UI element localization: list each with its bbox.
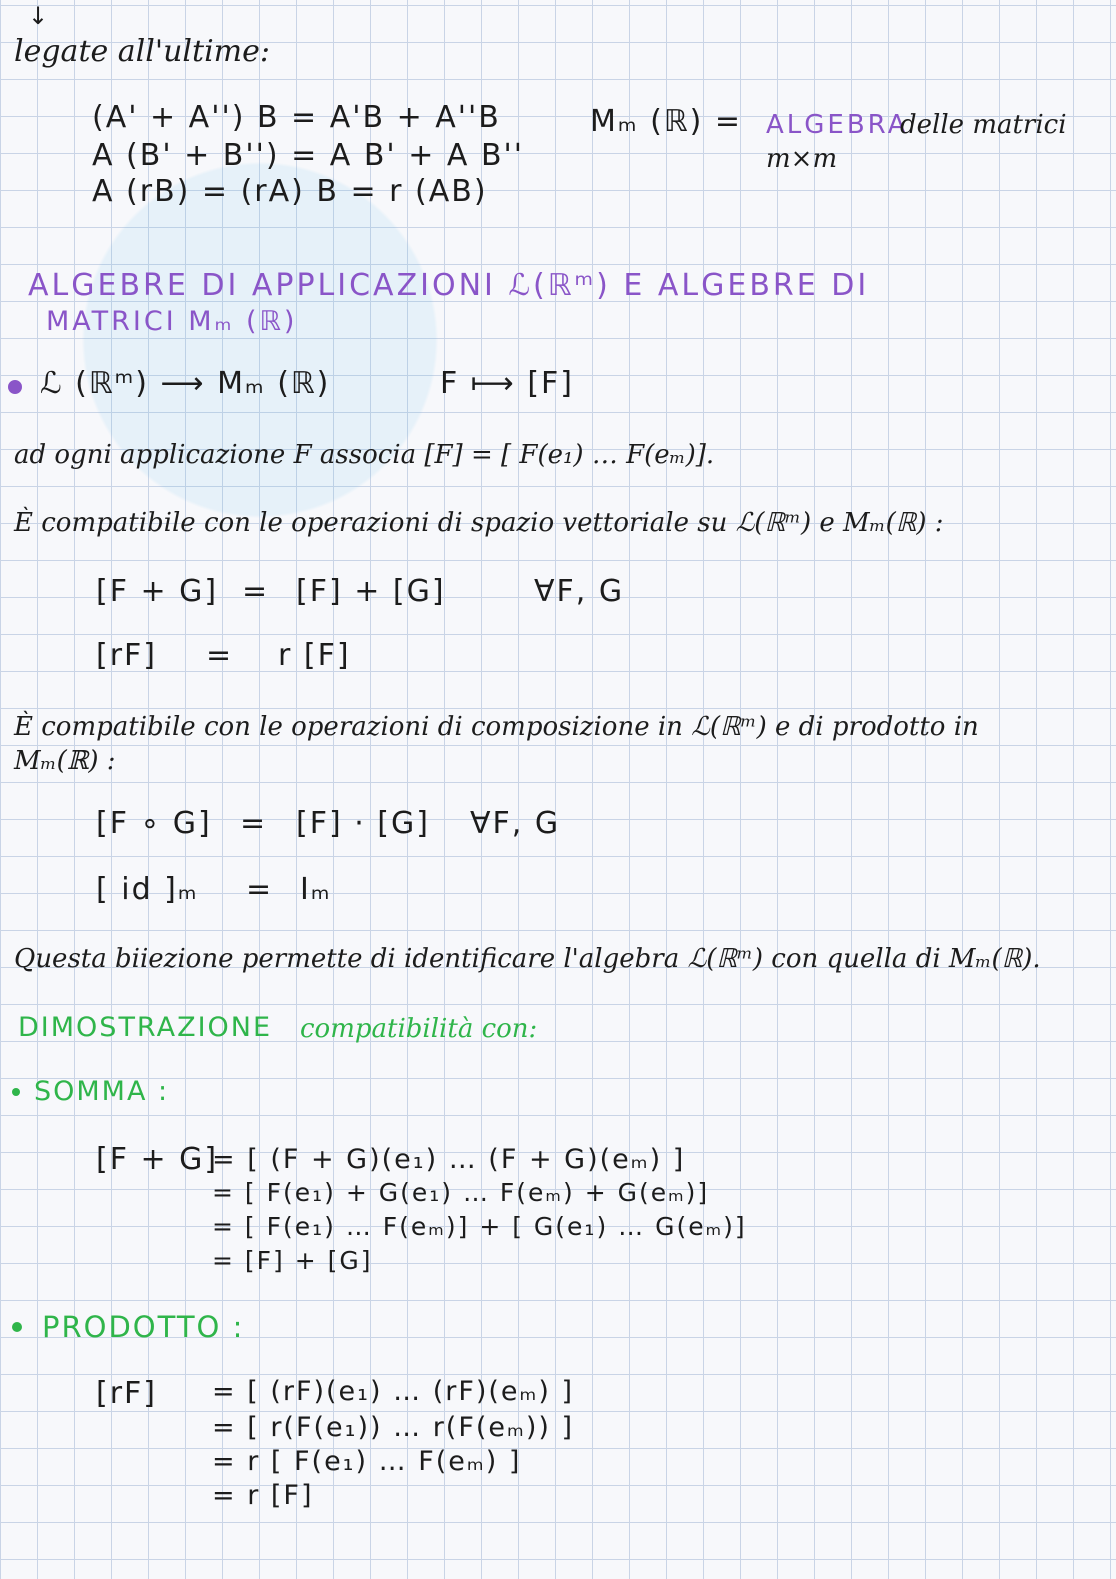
section-title-line-1: ALGEBRE DI APPLICAZIONI ℒ(ℝᵐ) E ALGEBRE DI <box>28 268 870 303</box>
prodotto-step-1: = [ (rF)(e₁) … (rF)(eₘ) ] <box>212 1376 575 1407</box>
bijection-statement: Questa biiezione permette di identificare l'algebra ℒ(ℝᵐ) con quella di Mₘ(ℝ). <box>14 944 1041 974</box>
composition-eq-note: ∀F, G <box>470 806 561 841</box>
somma-step-4: = [F] + [G] <box>212 1246 373 1275</box>
composition-eq-lhs: [F ∘ G] <box>96 806 212 841</box>
identity-eq-lhs: [ id ]ₘ <box>96 872 199 907</box>
algebra-note-lhs: Mₘ (ℝ) = <box>590 104 742 139</box>
scalar-eq-sign: = <box>206 638 234 673</box>
section-title-line-2: MATRICI Mₘ (ℝ) <box>46 306 298 337</box>
property-line-1: (A' + A'') B = A'B + A''B <box>92 100 501 135</box>
mapping-right: F ⟼ [F] <box>440 366 574 401</box>
prodotto-bullet <box>12 1322 22 1332</box>
bullet-dot <box>8 380 22 394</box>
association-line: ad ogni applicazione F associa [F] = [ F(e₁) … F(eₘ)]. <box>14 440 715 470</box>
proof-title-highlight: DIMOSTRAZIONE <box>18 1012 273 1043</box>
scalar-eq-rhs: r [F] <box>278 638 351 673</box>
sum-eq-note: ∀F, G <box>534 574 625 609</box>
composition-eq-sign: = <box>240 806 268 841</box>
prodotto-label: PRODOTTO : <box>42 1310 245 1344</box>
sum-eq-lhs: [F + G] <box>96 574 219 609</box>
compatibility-vector-space: È compatibile con le operazioni di spazio vettoriale su ℒ(ℝᵐ) e Mₘ(ℝ) : <box>14 508 944 538</box>
somma-step-1: = [ (F + G)(e₁) … (F + G)(eₘ) ] <box>212 1144 686 1175</box>
prodotto-step-4: = r [F] <box>212 1480 314 1511</box>
scalar-eq-lhs: [rF] <box>96 638 157 673</box>
compatibility-composition-1: È compatibile con le operazioni di composizione in ℒ(ℝᵐ) e di prodotto in <box>14 712 979 742</box>
somma-lhs: [F + G] <box>96 1142 219 1177</box>
prodotto-lhs: [rF] <box>96 1376 157 1411</box>
somma-step-2: = [ F(e₁) + G(e₁) … F(eₘ) + G(eₘ)] <box>212 1178 710 1207</box>
composition-eq-rhs: [F] · [G] <box>296 806 430 841</box>
property-line-3: A (rB) = (rA) B = r (AB) <box>92 174 488 209</box>
intro-text: legate all'ultime: <box>14 34 270 69</box>
mapping-left: ℒ (ℝᵐ) ⟶ Mₘ (ℝ) <box>40 366 331 401</box>
somma-bullet <box>12 1088 20 1096</box>
somma-step-3: = [ F(e₁) … F(eₘ)] + [ G(e₁) … G(eₘ)] <box>212 1212 747 1241</box>
prodotto-step-2: = [ r(F(e₁)) … r(F(eₘ)) ] <box>212 1412 575 1443</box>
algebra-note-rest: delle matrici <box>900 110 1067 140</box>
sum-eq-rhs: [F] + [G] <box>296 574 446 609</box>
compatibility-composition-2: Mₘ(ℝ) : <box>14 746 116 776</box>
algebra-note-sub: m×m <box>766 144 838 174</box>
somma-label: SOMMA : <box>34 1076 170 1107</box>
identity-eq-rhs: Iₘ <box>300 872 332 907</box>
proof-title-rest: compatibilità con: <box>300 1014 538 1044</box>
algebra-note-highlight: ALGEBRA <box>766 110 909 140</box>
identity-eq-sign: = <box>246 872 274 907</box>
property-line-2: A (B' + B'') = A B' + A B'' <box>92 138 525 173</box>
sum-eq-sign: = <box>242 574 270 609</box>
top-arrow: ↓ <box>28 2 51 30</box>
prodotto-step-3: = r [ F(e₁) … F(eₘ) ] <box>212 1446 522 1477</box>
